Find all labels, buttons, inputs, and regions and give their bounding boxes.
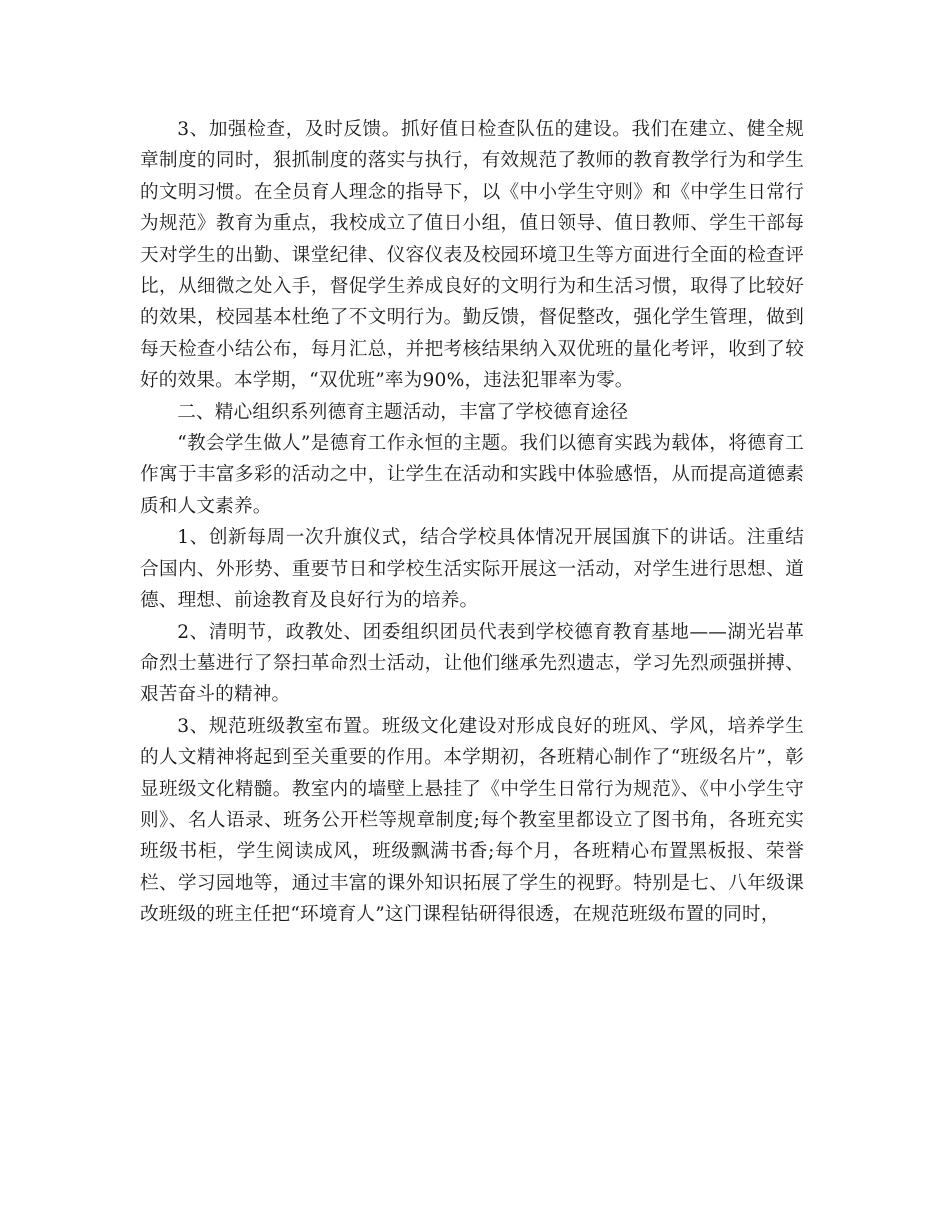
paragraph-teach-students: “教会学生做人”是德育工作永恒的主题。我们以德育实践为载体，将德育工作寓于丰富多彩的活动之中，让学生在活动和实践中体验感悟，从而提高道德素质和人文素养。: [140, 433, 804, 517]
document-body: [140, 114, 804, 931]
section-heading-moral-activities: 二、精心组织系列德育主题活动，丰富了学校德育途径: [177, 401, 629, 423]
paragraph-classroom-layout: 3、规范班级教室布置。班级文化建设对形成良好的班风、学风，培养学生的人文精神将起到至关重要的作用。本学期初，各班精心制作了“班级名片”，彰显班级文化精髓。教室内的墙壁上悬挂了《中学生日常行为规范》、《中小学生守则》、名人语录、班务公开栏等规章制度;每个教室里都设立了图书角，各班充实班级书柜，学生阅读成风，班级飘满书香;每个月，各班精心布置黑板报、荣誉栏、学习园地等，通过丰富的课外知识拓展了学生的视野。特别是七、八年级课改班级的班主任把“环境育人”这门课程钻研得很透，在规范班级布置的同时，: [140, 715, 804, 926]
paragraph-flag-ceremony: 1、创新每周一次升旗仪式，结合学校具体情况开展国旗下的讲话。注重结合国内、外形势、重要节日和学校生活实际开展这一活动，对学生进行思想、道德、理想、前途教育及良好行为的培养。: [140, 527, 804, 612]
paragraph-inspection-feedback: 3、加强检查，及时反馈。抓好值日检查队伍的建设。我们在建立、健全规章制度的同时，狠抓制度的落实与执行，有效规范了教师的教育教学行为和学生的文明习惯。在全员育人理念的指导下，以《中小学生守则》和《中学生日常行为规范》教育为重点，我校成立了值日小组，值日领导、值日教师、学生干部每天对学生的出勤、课堂纪律、仪容仪表及校园环境卫生等方面进行全面的检查评比，从细微之处入手，督促学生养成良好的文明行为和生活习惯，取得了比较好的效果，校园基本杜绝了不文明行为。勤反馈，督促整改，强化学生管理，做到每天检查小结公布，每月汇总，并把考核结果纳入双优班的量化考评，收到了较好的效果。本学期，“双优班”率为90%，违法犯罪率为零。: [140, 119, 804, 392]
paragraph-qingming: 2、清明节，政教处、团委组织团员代表到学校德育教育基地——湖光岩革命烈士墓进行了祭扫革命烈士活动，让他们继承先烈遗志，学习先烈顽强拼搏、艰苦奋斗的精神。: [140, 621, 804, 706]
